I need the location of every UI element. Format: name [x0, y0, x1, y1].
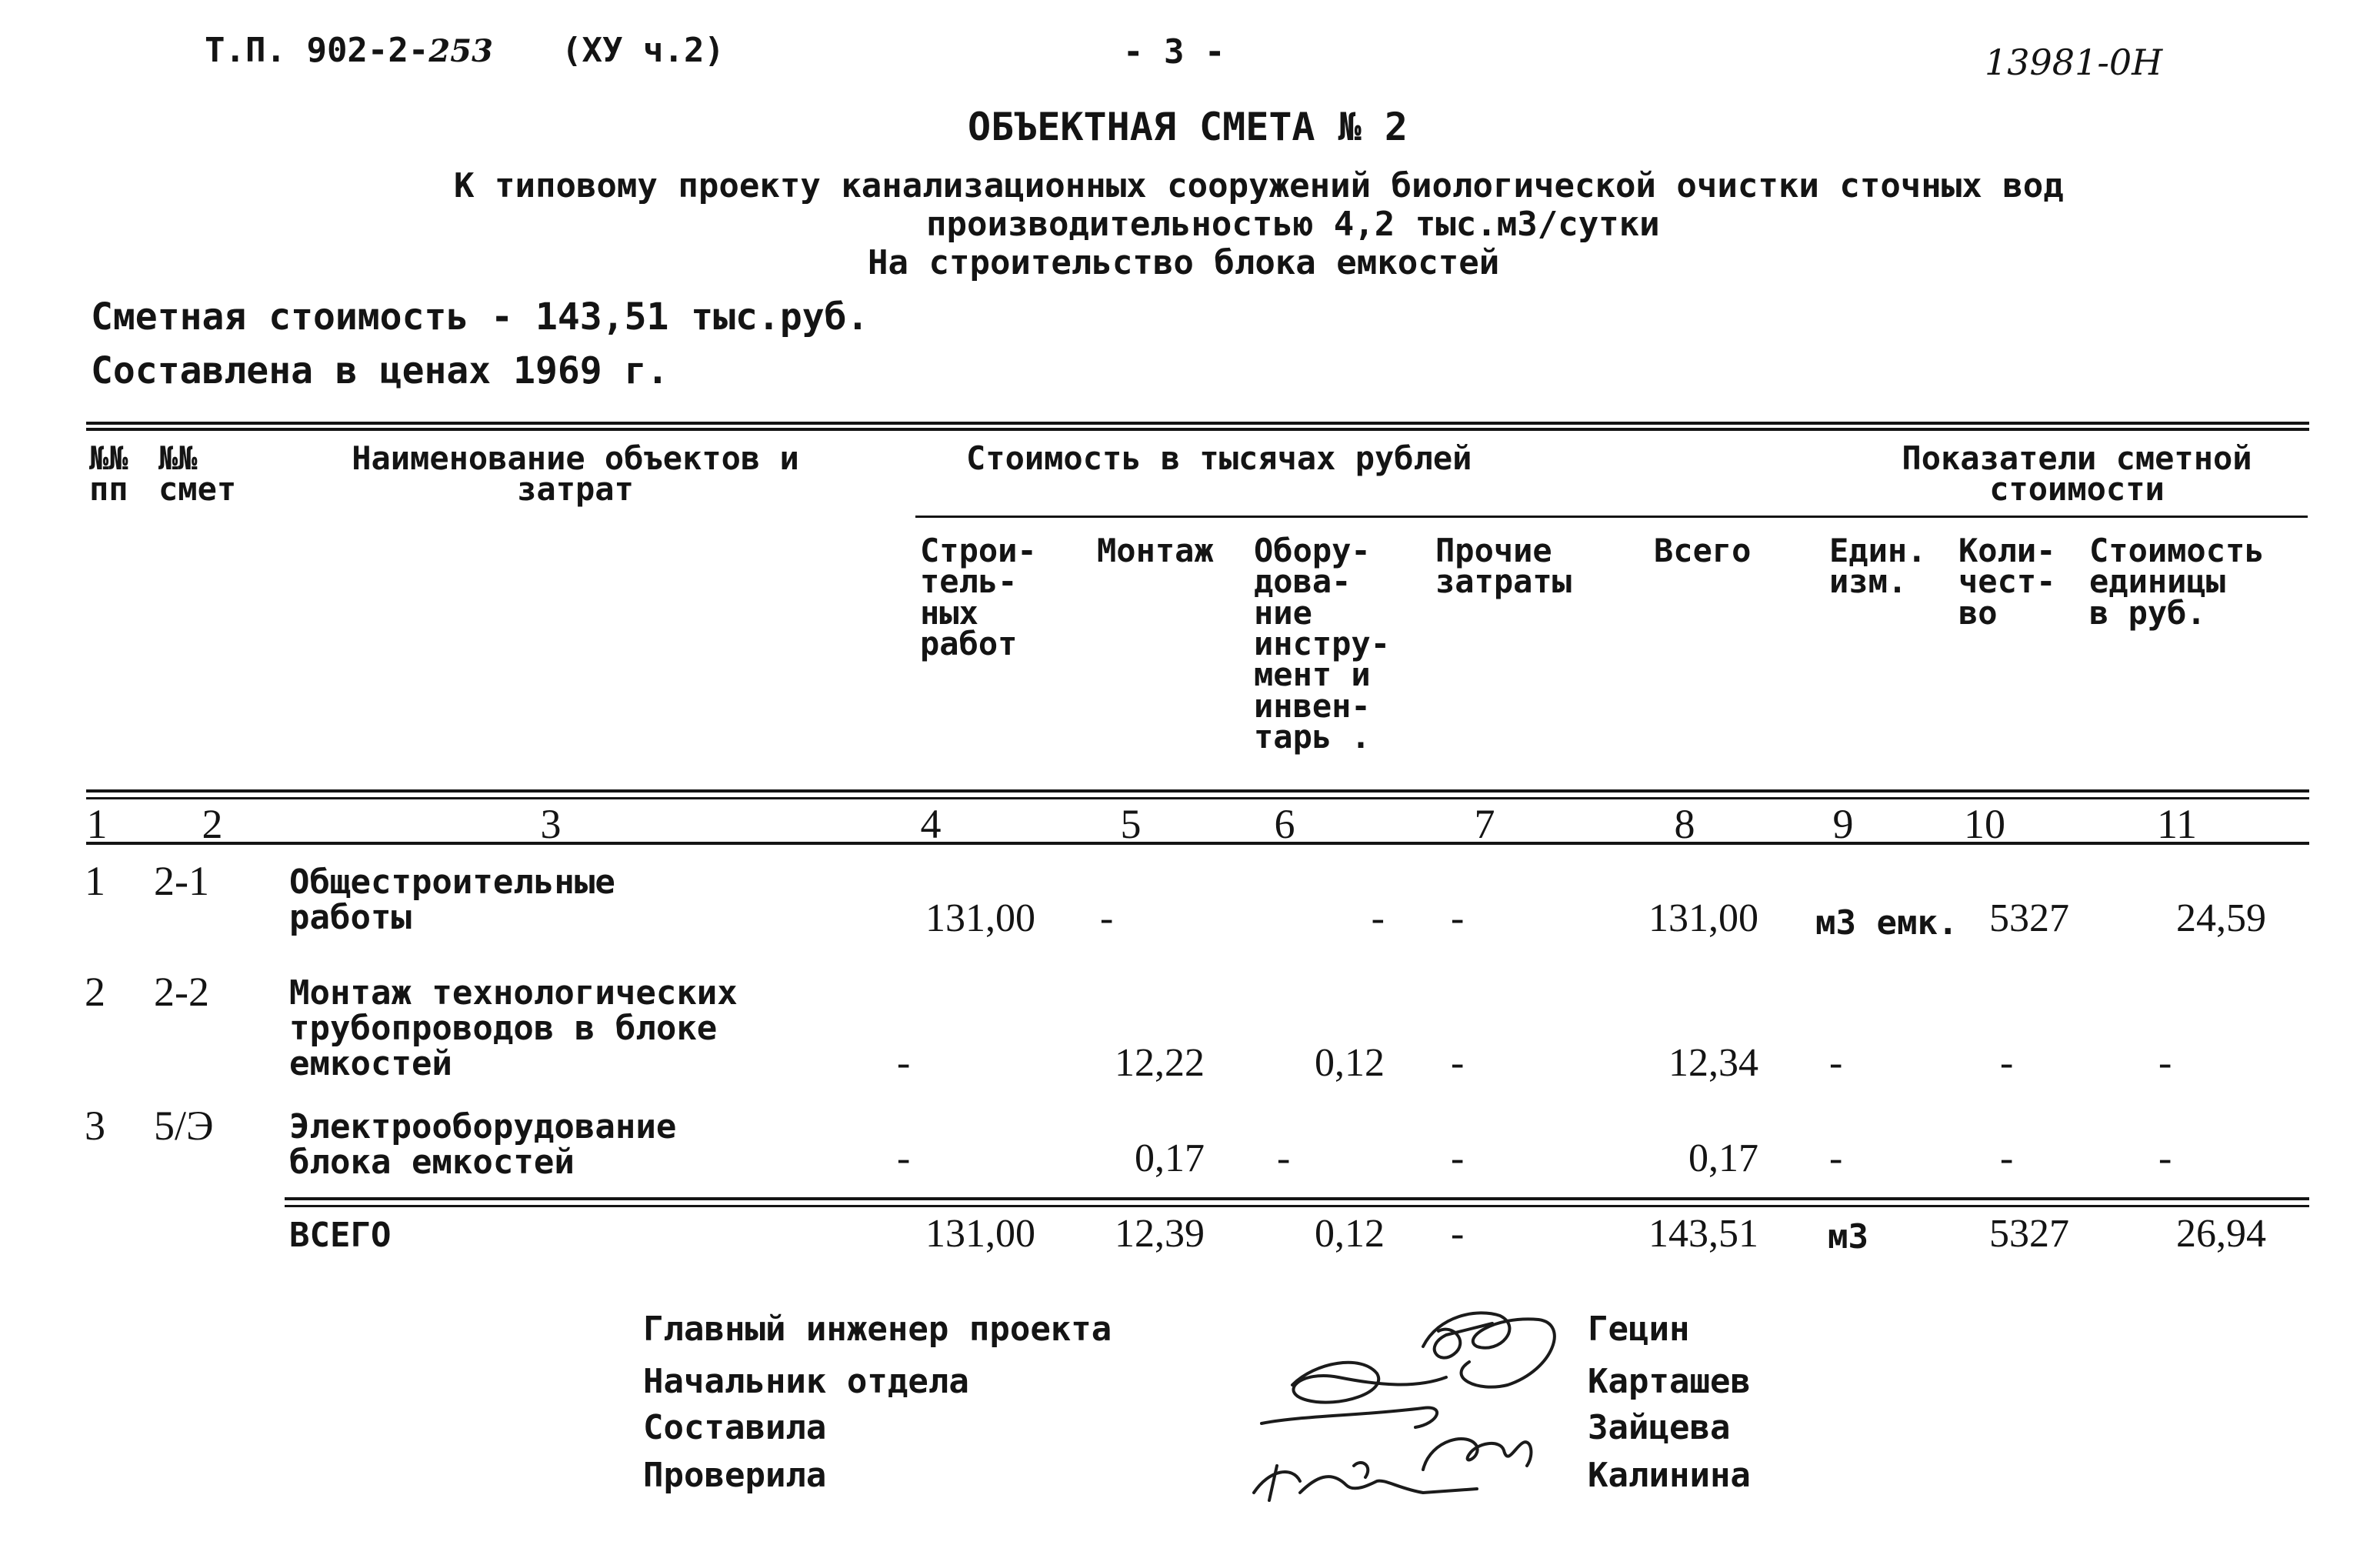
row-estimate: 5/Э [154, 1103, 214, 1149]
signature-name: Гецин [1588, 1310, 1690, 1349]
estimated-cost: Сметная стоимость - 143,51 тыс.руб. [91, 295, 869, 339]
cost-subheader-rule [915, 516, 2308, 518]
column-number: 10 [1964, 801, 2005, 847]
row-unit-cost: - [2158, 1136, 2172, 1180]
signature-role: Главный инженер проекта [643, 1310, 1112, 1349]
header-other: Прочие затраты [1435, 532, 1572, 601]
row-other: - [1451, 1136, 1465, 1180]
row-equipment: - [1371, 896, 1385, 940]
row-unit-cost: - [2158, 1041, 2172, 1085]
title-line-2: производительностью 4,2 тыс.м3/сутки [926, 205, 1660, 244]
total-label: ВСЕГО [289, 1216, 392, 1255]
row-construction: - [897, 1136, 911, 1180]
column-number: 3 [540, 801, 562, 847]
column-number: 7 [1474, 801, 1495, 847]
column-number: 6 [1274, 801, 1295, 847]
total-quantity: 5327 [1989, 1212, 2069, 1256]
row-quantity: - [2000, 1041, 2014, 1085]
row-unit: м3 емк. [1815, 903, 1958, 943]
row-installation: 12,22 [1115, 1041, 1205, 1085]
row-equipment: 0,12 [1315, 1041, 1385, 1085]
row-no: 2 [85, 969, 105, 1015]
column-number: 4 [920, 801, 942, 847]
signature-name: Карташев [1588, 1362, 1751, 1401]
column-number: 8 [1674, 801, 1695, 847]
signature-role: Составила [643, 1408, 827, 1447]
row-total: 0,17 [1688, 1136, 1758, 1180]
header-row-no: №№ пп [89, 439, 128, 509]
row-no: 1 [85, 858, 105, 904]
row-construction: - [897, 1041, 911, 1085]
header-equipment: Обору- дова- ние инстру- мент и инвен- тарь . [1254, 532, 1391, 756]
row-quantity: 5327 [1989, 896, 2069, 940]
column-number: 9 [1832, 801, 1854, 847]
archive-number: 13981-0Н [1985, 42, 2163, 83]
row-name: Общестроительные работы [289, 863, 615, 938]
signature-role: Проверила [643, 1456, 827, 1495]
total-installation: 12,39 [1115, 1212, 1205, 1256]
header-bottom-rule-2 [86, 797, 2309, 799]
total-unit: м3 [1828, 1217, 1868, 1256]
doc-part: (ХУ ч.2) [562, 31, 725, 70]
signature-role: Начальник отдела [643, 1362, 969, 1401]
signature-name: Калинина [1588, 1456, 1751, 1495]
title-line-3: На строительство блока емкостей [868, 243, 1500, 282]
total-rule-2 [285, 1205, 2309, 1207]
header-estimate-no: №№ смет [158, 439, 237, 509]
row-no: 3 [85, 1103, 105, 1149]
header-indicators-group: Показатели сметной стоимости [1902, 439, 2252, 509]
total-unit-cost: 26,94 [2176, 1212, 2266, 1256]
table-top-rule [86, 422, 2309, 425]
row-equipment: - [1277, 1136, 1291, 1180]
header-unit-cost: Стоимость единицы в руб. [2089, 532, 2265, 632]
handwritten-signatures [1246, 1300, 1577, 1508]
row-name: Монтаж технологических трубопроводов в блоке емкостей [289, 973, 738, 1084]
row-other: - [1451, 896, 1465, 940]
price-basis: Составлена в ценах 1969 г. [91, 349, 669, 392]
column-number: 2 [202, 801, 223, 847]
row-name: Электрооборудование блока емкостей [289, 1107, 677, 1183]
row-total: 131,00 [1648, 896, 1758, 940]
header-construction: Строи- тель- ных работ [920, 532, 1037, 662]
total-rule [285, 1197, 2309, 1200]
page-title: ОБЪЕКТНАЯ СМЕТА № 2 [968, 105, 1408, 149]
column-number: 1 [86, 801, 108, 847]
header-unit: Един. изм. [1829, 532, 1927, 601]
row-estimate: 2-2 [154, 969, 209, 1015]
signature-name: Зайцева [1588, 1408, 1731, 1447]
total-equipment: 0,12 [1315, 1212, 1385, 1256]
row-installation: - [1100, 896, 1114, 940]
row-unit: - [1829, 1041, 1843, 1085]
header-name: Наименование объектов и затрат [352, 439, 799, 509]
column-number: 11 [2157, 801, 2197, 847]
total-construction: 131,00 [925, 1212, 1035, 1256]
row-construction: 131,00 [925, 896, 1035, 940]
row-estimate: 2-1 [154, 858, 209, 904]
row-total: 12,34 [1668, 1041, 1758, 1085]
total-total: 143,51 [1648, 1212, 1758, 1256]
doc-code [205, 31, 493, 70]
doc-code-printed: Т.П. 902-2- [205, 31, 429, 70]
header-installation: Монтаж [1097, 532, 1214, 569]
header-total: Всего [1654, 532, 1752, 569]
row-other: - [1451, 1041, 1465, 1085]
total-other: - [1451, 1212, 1465, 1256]
header-bottom-rule [86, 789, 2309, 793]
title-line-1: К типовому проекту канализационных сооружений биологической очистки сточных вод [454, 166, 2064, 205]
header-quantity: Коли- чест- во [1958, 532, 2056, 632]
row-installation: 0,17 [1135, 1136, 1205, 1180]
doc-code-handwritten: 253 [428, 33, 493, 69]
row-unit: - [1829, 1136, 1843, 1180]
row-quantity: - [2000, 1136, 2014, 1180]
header-cost-group: Стоимость в тысячах рублей [966, 439, 1472, 477]
page-number: - 3 - [1123, 32, 1225, 72]
row-unit-cost: 24,59 [2176, 896, 2266, 940]
column-number: 5 [1120, 801, 1142, 847]
table-top-rule-2 [86, 428, 2309, 431]
